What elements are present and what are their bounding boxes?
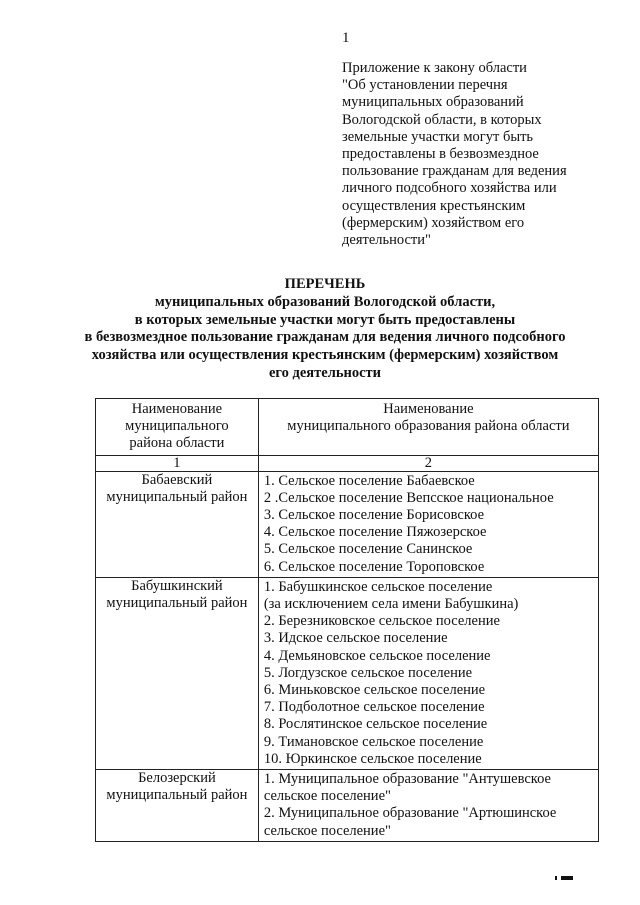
title-line: хозяйства или осуществления крестьянским (фермерским) хозяйством bbox=[91, 347, 559, 364]
page-number: 1 bbox=[342, 30, 350, 46]
district-name: Бабаевский bbox=[141, 471, 213, 488]
district-type: муниципальный район bbox=[106, 787, 248, 804]
header-line: района области bbox=[129, 435, 225, 452]
header-line: муниципального образования района области bbox=[287, 418, 570, 435]
header-district bbox=[96, 399, 259, 456]
title-line: его деятельности bbox=[268, 364, 382, 381]
appendix-line: личного подсобного хозяйства или bbox=[342, 180, 557, 197]
settlement-item: 3. Сельское поселение Борисовское bbox=[263, 507, 485, 524]
document-title bbox=[80, 276, 570, 383]
appendix-line: осуществления крестьянским bbox=[342, 197, 526, 214]
appendix-line: "Об установлении перечня bbox=[342, 77, 508, 94]
settlement-item: 9. Тимановское сельское поселение bbox=[263, 733, 484, 750]
column-number: 1 bbox=[96, 455, 259, 471]
settlement-item: 5. Сельское поселение Санинское bbox=[263, 541, 473, 558]
title-line: в безвозмездное пользование гражданам для ведения личного подсобного bbox=[84, 329, 566, 346]
settlement-item: 3. Идское сельское поселение bbox=[263, 630, 448, 647]
table-row bbox=[96, 770, 599, 842]
settlement-item: 8. Рослятинское сельское поселение bbox=[263, 716, 488, 733]
table-header-row bbox=[96, 399, 599, 456]
appendix-line: пользование гражданам для ведения bbox=[342, 163, 567, 180]
column-number: 2 bbox=[258, 455, 598, 471]
settlement-item: сельское поселение" bbox=[263, 822, 391, 839]
settlement-item: (за исключением села имени Бабушкина) bbox=[263, 596, 519, 613]
appendix-line: (фермерским) хозяйством его bbox=[342, 214, 525, 231]
settlement-item: 7. Подболотное сельское поселение bbox=[263, 699, 485, 716]
district-name: Бабушкинский bbox=[131, 577, 223, 594]
appendix-line: муниципальных образований bbox=[342, 94, 524, 111]
settlement-item: 2 .Сельское поселение Вепсское национальное bbox=[263, 489, 554, 506]
title-line: в которых земельные участки могут быть предоставлены bbox=[134, 311, 516, 328]
appendix-note bbox=[342, 60, 592, 249]
settlement-item: 1. Муниципальное образование "Антушевское bbox=[263, 771, 551, 788]
table-row bbox=[96, 471, 599, 577]
appendix-line: Приложение к закону области bbox=[342, 60, 527, 76]
district-cell bbox=[96, 577, 259, 769]
settlements-cell bbox=[258, 577, 598, 769]
settlement-item: 6. Сельское поселение Тороповское bbox=[263, 558, 485, 575]
district-cell bbox=[96, 770, 259, 842]
settlement-item: 6. Миньковское сельское поселение bbox=[263, 682, 486, 699]
header-line: Наименование bbox=[131, 401, 223, 417]
header-settlement bbox=[258, 399, 598, 456]
column-number-row bbox=[96, 455, 599, 471]
header-line: муниципального bbox=[125, 418, 229, 435]
appendix-line: земельные участки могут быть bbox=[342, 128, 534, 145]
scan-mark bbox=[561, 876, 573, 880]
settlements-cell bbox=[258, 471, 598, 577]
settlement-item: 2. Березниковское сельское поселение bbox=[263, 613, 500, 630]
settlement-item: 5. Логдузское сельское поселение bbox=[263, 664, 473, 681]
table-row bbox=[96, 577, 599, 769]
appendix-line: деятельности" bbox=[342, 232, 431, 249]
settlements-cell bbox=[258, 770, 598, 842]
appendix-line: предоставлены в безвозмездное bbox=[342, 146, 539, 163]
district-name: Белозерский bbox=[138, 770, 216, 787]
settlement-item: 1. Бабушкинское сельское поселение bbox=[263, 578, 493, 595]
settlement-item: сельское поселение" bbox=[263, 788, 391, 805]
settlement-item: 1. Сельское поселение Бабаевское bbox=[263, 472, 475, 489]
title-line: муниципальных образований Вологодской области, bbox=[154, 293, 496, 310]
municipalities-table bbox=[95, 398, 599, 842]
settlement-item: 10. Юркинское сельское поселение bbox=[263, 750, 482, 767]
settlement-item: 4. Демьяновское сельское поселение bbox=[263, 647, 491, 664]
header-line: Наименование bbox=[383, 401, 474, 417]
district-cell bbox=[96, 471, 259, 577]
appendix-line: Вологодской области, в которых bbox=[342, 111, 542, 128]
district-type: муниципальный район bbox=[106, 488, 248, 505]
title-heading: ПЕРЕЧЕНЬ bbox=[284, 276, 366, 292]
district-type: муниципальный район bbox=[106, 595, 248, 612]
settlement-item: 4. Сельское поселение Пяжозерское bbox=[263, 524, 487, 541]
settlement-item: 2. Муниципальное образование "Артюшинское bbox=[263, 805, 557, 822]
